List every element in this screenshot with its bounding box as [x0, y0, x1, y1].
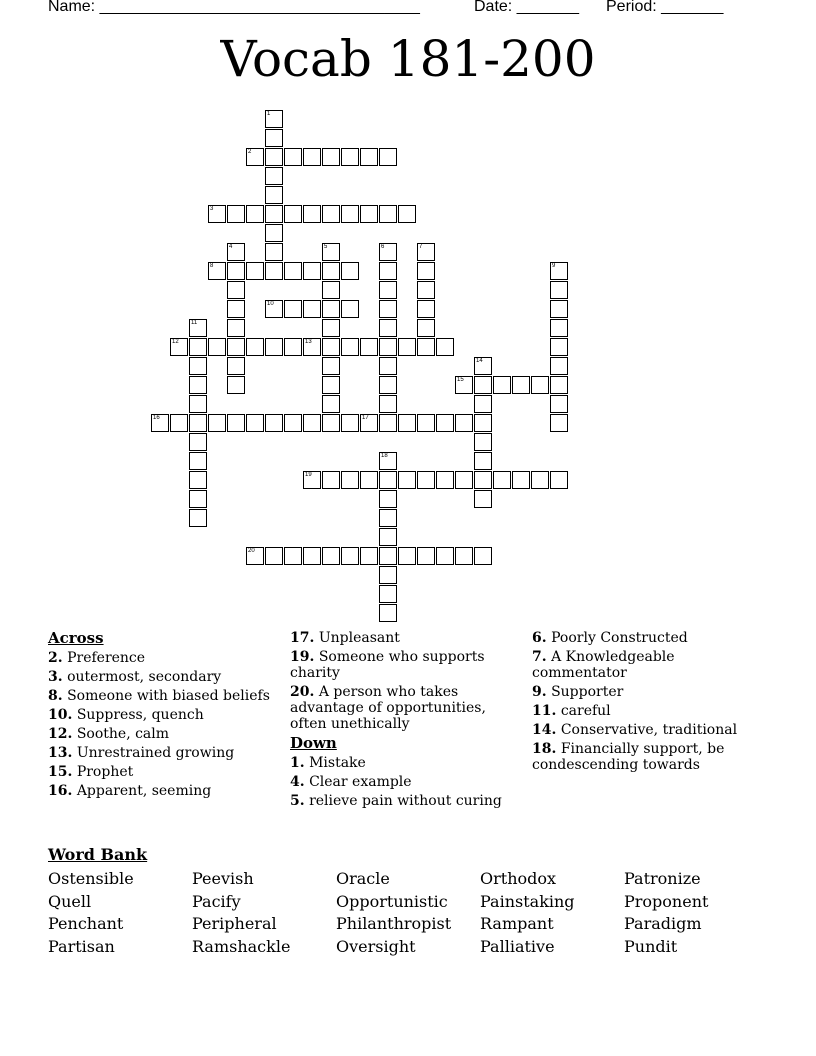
crossword-cell[interactable]: [246, 547, 264, 565]
crossword-cell[interactable]: [379, 509, 397, 527]
crossword-cell[interactable]: [341, 300, 359, 318]
crossword-cell[interactable]: [265, 186, 283, 204]
crossword-cell[interactable]: [474, 471, 492, 489]
crossword-cell[interactable]: [474, 395, 492, 413]
word-bank-item: Ramshackle: [192, 937, 291, 956]
crossword-cell[interactable]: [227, 300, 245, 318]
crossword-cell[interactable]: [493, 471, 511, 489]
crossword-cell[interactable]: [455, 471, 473, 489]
crossword-cell[interactable]: [208, 205, 226, 223]
crossword-cell[interactable]: [303, 547, 321, 565]
clue-across-10: 10. Suppress, quench: [48, 707, 204, 723]
down-clues-col3: [532, 630, 772, 776]
crossword-cell[interactable]: [189, 319, 207, 337]
crossword-cell[interactable]: [322, 262, 340, 280]
crossword-cell[interactable]: [151, 414, 169, 432]
crossword-cell[interactable]: [341, 547, 359, 565]
crossword-cell[interactable]: [322, 281, 340, 299]
clue-across-16: 16. Apparent, seeming: [48, 783, 212, 799]
crossword-cell[interactable]: [322, 243, 340, 261]
crossword-cell[interactable]: [379, 148, 397, 166]
crossword-cell[interactable]: [322, 148, 340, 166]
crossword-cell[interactable]: [227, 357, 245, 375]
crossword-cell[interactable]: [455, 376, 473, 394]
crossword-cell[interactable]: [398, 338, 416, 356]
word-bank-item: Pundit: [624, 937, 678, 956]
cell-number: 2: [248, 149, 252, 155]
clue-across-15: 15. Prophet: [48, 764, 134, 780]
crossword-cell[interactable]: [474, 357, 492, 375]
across-clues-col1: [48, 630, 283, 802]
clue-across-17: 17. Unpleasant: [290, 630, 400, 646]
across-clues-col2: [290, 630, 520, 812]
crossword-cell[interactable]: [322, 205, 340, 223]
crossword-cell[interactable]: [265, 300, 283, 318]
word-bank-item: Painstaking: [480, 892, 575, 911]
word-bank-item: Pacify: [192, 892, 241, 911]
cell-number: 12: [172, 339, 179, 345]
word-bank-title: Word Bank: [48, 845, 148, 864]
crossword-cell[interactable]: [360, 414, 378, 432]
crossword-cell[interactable]: [550, 319, 568, 337]
period-field: Period: _______: [606, 0, 724, 15]
crossword-cell[interactable]: [360, 205, 378, 223]
crossword-cell[interactable]: [284, 148, 302, 166]
crossword-cell[interactable]: [303, 300, 321, 318]
crossword-cell[interactable]: [360, 338, 378, 356]
crossword-cell[interactable]: [379, 357, 397, 375]
crossword-cell[interactable]: [189, 338, 207, 356]
crossword-cell[interactable]: [189, 509, 207, 527]
clue-down-5: 5. relieve pain without curing: [290, 793, 502, 809]
crossword-cell[interactable]: [303, 338, 321, 356]
clue-down-1: 1. Mistake: [290, 755, 366, 771]
crossword-cell[interactable]: [550, 338, 568, 356]
crossword-cell[interactable]: [417, 471, 435, 489]
crossword-cell[interactable]: [436, 414, 454, 432]
clue-down-9: 9. Supporter: [532, 684, 624, 700]
crossword-cell[interactable]: [322, 471, 340, 489]
crossword-cell[interactable]: [227, 319, 245, 337]
crossword-cell[interactable]: [531, 471, 549, 489]
crossword-cell[interactable]: [322, 300, 340, 318]
crossword-cell[interactable]: [265, 414, 283, 432]
crossword-cell[interactable]: [379, 205, 397, 223]
crossword-cell[interactable]: [227, 376, 245, 394]
crossword-cell[interactable]: [379, 566, 397, 584]
crossword-cell[interactable]: [379, 452, 397, 470]
crossword-cell[interactable]: [379, 338, 397, 356]
crossword-cell[interactable]: [284, 205, 302, 223]
word-bank-item: Peevish: [192, 869, 254, 888]
crossword-cell[interactable]: [284, 300, 302, 318]
clue-down-6: 6. Poorly Constructed: [532, 630, 688, 646]
crossword-cell[interactable]: [550, 357, 568, 375]
crossword-cell[interactable]: [379, 414, 397, 432]
crossword-cell[interactable]: [208, 262, 226, 280]
crossword-cell[interactable]: [398, 471, 416, 489]
crossword-cell[interactable]: [341, 205, 359, 223]
crossword-cell[interactable]: [265, 338, 283, 356]
word-bank-item: Palliative: [480, 937, 555, 956]
clue-down-11: 11. careful: [532, 703, 611, 719]
crossword-cell[interactable]: [550, 471, 568, 489]
crossword-cell[interactable]: [303, 262, 321, 280]
crossword-cell[interactable]: [284, 414, 302, 432]
crossword-cell[interactable]: [341, 414, 359, 432]
crossword-cell[interactable]: [189, 395, 207, 413]
crossword-cell[interactable]: [189, 433, 207, 451]
page-title: Vocab 181-200: [220, 30, 596, 88]
crossword-cell[interactable]: [265, 148, 283, 166]
word-bank-item: Rampant: [480, 914, 554, 933]
clue-down-14: 14. Conservative, traditional: [532, 722, 738, 738]
crossword-cell[interactable]: [189, 490, 207, 508]
crossword-cell[interactable]: [170, 338, 188, 356]
crossword-cell[interactable]: [436, 547, 454, 565]
crossword-cell[interactable]: [189, 452, 207, 470]
crossword-cell[interactable]: [379, 281, 397, 299]
crossword-cell[interactable]: [170, 414, 188, 432]
crossword-cell[interactable]: [227, 281, 245, 299]
crossword-cell[interactable]: [398, 205, 416, 223]
crossword-cell[interactable]: [398, 547, 416, 565]
crossword-cell[interactable]: [379, 471, 397, 489]
crossword-cell[interactable]: [246, 205, 264, 223]
crossword-cell[interactable]: [436, 471, 454, 489]
cell-number: 6: [381, 244, 385, 250]
crossword-cell[interactable]: [303, 471, 321, 489]
crossword-cell[interactable]: [379, 528, 397, 546]
crossword-cell[interactable]: [341, 262, 359, 280]
crossword-cell[interactable]: [265, 262, 283, 280]
clue-across-19: 19. Someone who supports charity: [290, 649, 485, 681]
word-bank-item: Partisan: [48, 937, 115, 956]
word-bank-item: Opportunistic: [336, 892, 448, 911]
word-bank-item: Oversight: [336, 937, 416, 956]
across-heading: Across: [48, 629, 104, 647]
crossword-cell[interactable]: [417, 300, 435, 318]
crossword-cell[interactable]: [322, 414, 340, 432]
clue-down-4: 4. Clear example: [290, 774, 412, 790]
crossword-cell[interactable]: [246, 338, 264, 356]
crossword-cell[interactable]: [417, 338, 435, 356]
word-bank-item: Ostensible: [48, 869, 134, 888]
cell-number: 11: [191, 320, 198, 326]
word-bank-item: Peripheral: [192, 914, 277, 933]
name-field: Name: ____________________________________: [48, 0, 420, 15]
crossword-cell[interactable]: [360, 471, 378, 489]
crossword-cell[interactable]: [189, 376, 207, 394]
cell-number: 14: [476, 358, 483, 364]
crossword-cell[interactable]: [474, 414, 492, 432]
crossword-cell[interactable]: [322, 395, 340, 413]
cell-number: 9: [552, 263, 556, 269]
cell-number: 19: [305, 472, 312, 478]
crossword-cell[interactable]: [284, 262, 302, 280]
crossword-cell[interactable]: [474, 433, 492, 451]
crossword-cell[interactable]: [455, 414, 473, 432]
crossword-cell[interactable]: [474, 376, 492, 394]
crossword-cell[interactable]: [303, 414, 321, 432]
crossword-cell[interactable]: [322, 376, 340, 394]
cell-number: 1: [267, 111, 271, 117]
crossword-cell[interactable]: [417, 319, 435, 337]
cell-number: 15: [457, 377, 464, 383]
clue-down-18: 18. Financially support, be condescending towards: [532, 741, 725, 773]
crossword-cell[interactable]: [474, 547, 492, 565]
word-bank-item: Quell: [48, 892, 92, 911]
crossword-cell[interactable]: [379, 395, 397, 413]
crossword-cell[interactable]: [398, 414, 416, 432]
crossword-cell[interactable]: [531, 376, 549, 394]
crossword-cell[interactable]: [417, 281, 435, 299]
crossword-cell[interactable]: [417, 243, 435, 261]
crossword-cell[interactable]: [550, 414, 568, 432]
crossword-cell[interactable]: [379, 300, 397, 318]
crossword-cell[interactable]: [322, 547, 340, 565]
crossword-cell[interactable]: [379, 243, 397, 261]
word-bank-item: Penchant: [48, 914, 124, 933]
cell-number: 8: [210, 263, 214, 269]
crossword-cell[interactable]: [550, 376, 568, 394]
crossword-cell[interactable]: [322, 338, 340, 356]
crossword-cell[interactable]: [417, 414, 435, 432]
crossword-cell[interactable]: [360, 547, 378, 565]
crossword-cell[interactable]: [284, 338, 302, 356]
cell-number: 20: [248, 548, 255, 554]
crossword-cell[interactable]: [303, 148, 321, 166]
crossword-cell[interactable]: [265, 205, 283, 223]
crossword-cell[interactable]: [550, 262, 568, 280]
crossword-cell[interactable]: [360, 148, 378, 166]
down-heading: Down: [290, 734, 337, 752]
clue-across-12: 12. Soothe, calm: [48, 726, 170, 742]
crossword-cell[interactable]: [379, 585, 397, 603]
cell-number: 18: [381, 453, 388, 459]
crossword-cell[interactable]: [189, 471, 207, 489]
crossword-cell[interactable]: [265, 167, 283, 185]
crossword-cell[interactable]: [208, 414, 226, 432]
clue-across-20: 20. A person who takes advantage of opportunities, often unethically: [290, 684, 486, 732]
crossword-cell[interactable]: [265, 129, 283, 147]
crossword-cell[interactable]: [341, 148, 359, 166]
crossword-cell[interactable]: [436, 338, 454, 356]
cell-number: 3: [210, 206, 214, 212]
clue-across-13: 13. Unrestrained growing: [48, 745, 235, 761]
crossword-cell[interactable]: [322, 319, 340, 337]
word-bank-item: Oracle: [336, 869, 390, 888]
word-bank-item: Paradigm: [624, 914, 702, 933]
crossword-cell[interactable]: [303, 205, 321, 223]
cell-number: 17: [362, 415, 369, 421]
crossword-cell[interactable]: [265, 110, 283, 128]
crossword-cell[interactable]: [265, 243, 283, 261]
crossword-cell[interactable]: [208, 338, 226, 356]
crossword-cell[interactable]: [265, 224, 283, 242]
crossword-cell[interactable]: [474, 490, 492, 508]
clue-across-2: 2. Preference: [48, 650, 146, 666]
crossword-cell[interactable]: [322, 357, 340, 375]
crossword-cell[interactable]: [341, 338, 359, 356]
crossword-cell[interactable]: [512, 376, 530, 394]
crossword-cell[interactable]: [379, 604, 397, 622]
crossword-cell[interactable]: [512, 471, 530, 489]
clue-across-8: 8. Someone with biased beliefs: [48, 688, 270, 704]
word-bank-item: Patronize: [624, 869, 701, 888]
crossword-cell[interactable]: [474, 452, 492, 470]
crossword-cell[interactable]: [246, 262, 264, 280]
word-bank-item: Proponent: [624, 892, 709, 911]
crossword-cell[interactable]: [284, 547, 302, 565]
crossword-cell[interactable]: [379, 376, 397, 394]
crossword-cell[interactable]: [379, 547, 397, 565]
crossword-cell[interactable]: [550, 281, 568, 299]
crossword-cell[interactable]: [189, 414, 207, 432]
crossword-cell[interactable]: [227, 338, 245, 356]
crossword-cell[interactable]: [550, 395, 568, 413]
crossword-cell[interactable]: [227, 414, 245, 432]
clue-across-3: 3. outermost, secondary: [48, 669, 222, 685]
crossword-cell[interactable]: [227, 205, 245, 223]
crossword-cell[interactable]: [246, 414, 264, 432]
date-field: Date: _______: [474, 0, 579, 15]
crossword-cell[interactable]: [246, 148, 264, 166]
clue-down-7: 7. A Knowledgeable commentator: [532, 649, 675, 681]
crossword-cell[interactable]: [227, 243, 245, 261]
crossword-cell[interactable]: [265, 547, 283, 565]
crossword-cell[interactable]: [341, 471, 359, 489]
cell-number: 16: [153, 415, 160, 421]
crossword-cell[interactable]: [417, 547, 435, 565]
crossword-cell[interactable]: [379, 262, 397, 280]
crossword-cell[interactable]: [550, 300, 568, 318]
crossword-cell[interactable]: [455, 547, 473, 565]
cell-number: 13: [305, 339, 312, 345]
word-bank-item: Orthodox: [480, 869, 557, 888]
crossword-cell[interactable]: [379, 319, 397, 337]
crossword-cell[interactable]: [379, 490, 397, 508]
cell-number: 4: [229, 244, 233, 250]
crossword-cell[interactable]: [417, 262, 435, 280]
crossword-cell[interactable]: [227, 262, 245, 280]
crossword-cell[interactable]: [493, 376, 511, 394]
word-bank-item: Philanthropist: [336, 914, 452, 933]
cell-number: 7: [419, 244, 423, 250]
cell-number: 5: [324, 244, 328, 250]
crossword-cell[interactable]: [189, 357, 207, 375]
cell-number: 10: [267, 301, 274, 307]
